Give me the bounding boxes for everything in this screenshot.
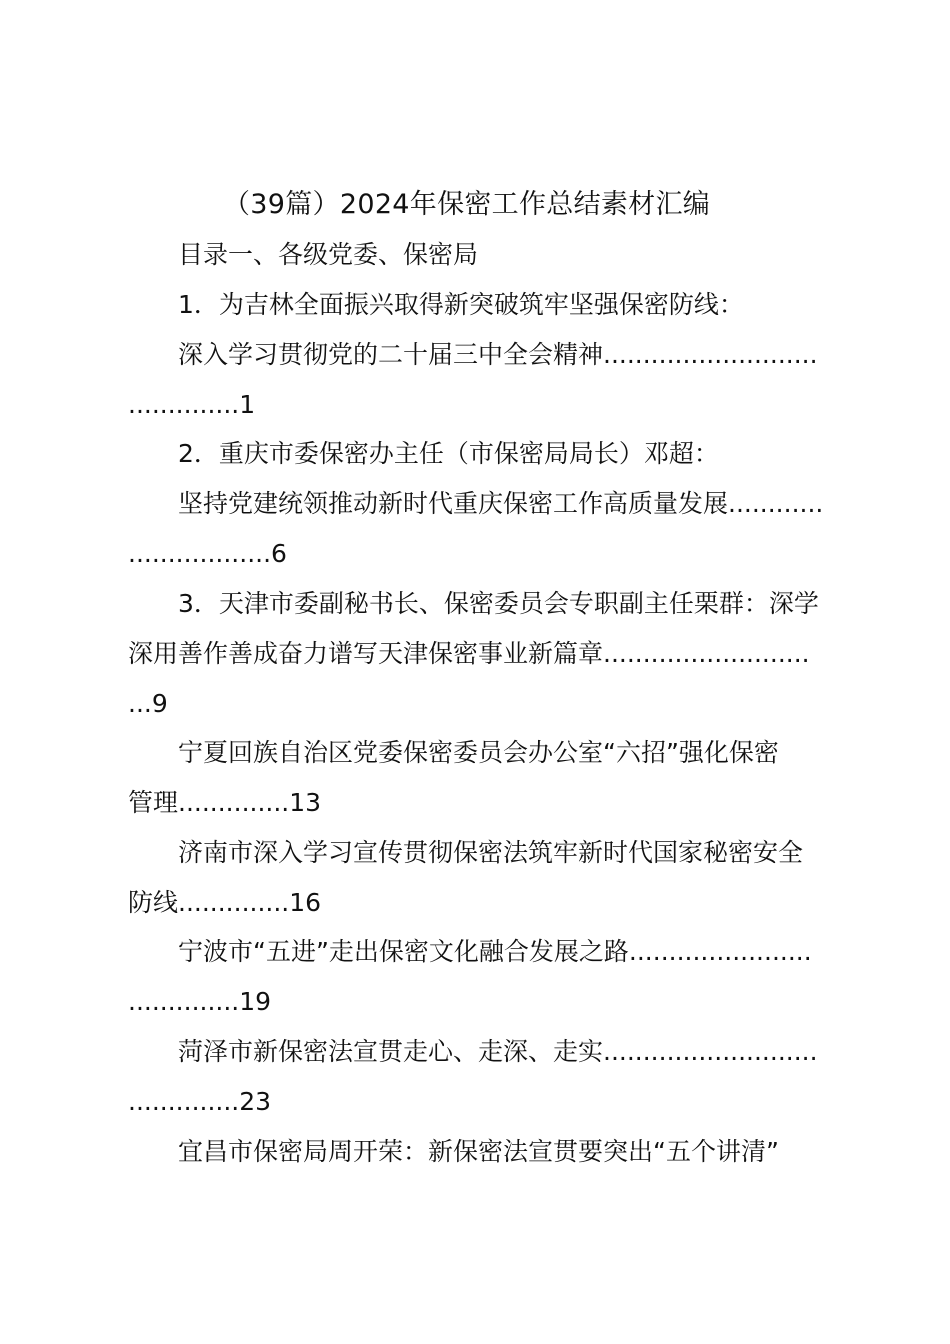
toc-entry-1-line1: 1．为吉林全面振兴取得新突破筑牢坚强保密防线： — [178, 290, 744, 319]
toc-entry-4-line1: 宁夏回族自治区党委保密委员会办公室“六招”强化保密 — [178, 738, 779, 767]
toc-entry-3-line2: 深用善作善成奋力谱写天津保密事业新篇章.......................... — [128, 639, 810, 668]
toc-entry-6-line1: 宁波市“五进”走出保密文化融合发展之路....................... — [178, 937, 812, 966]
toc-entry-5-line1: 济南市深入学习宣传贯彻保密法筑牢新时代国家秘密安全 — [178, 838, 804, 867]
toc-entry-5-line2: 防线..............16 — [128, 888, 322, 917]
toc-entry-3-line3: ...9 — [128, 689, 168, 718]
toc-entry-2-line2: 坚持党建统领推动新时代重庆保密工作高质量发展............ — [178, 489, 824, 518]
toc-entry-2-line3: ..................6 — [128, 539, 287, 568]
toc-entry-3-line1: 3．天津市委副秘书长、保密委员会专职副主任栗群：深学 — [178, 589, 819, 618]
toc-entry-4-line2: 管理..............13 — [128, 788, 322, 817]
toc-entry-7-line2: ..............23 — [128, 1087, 272, 1116]
toc-entry-2-line1: 2．重庆市委保密办主任（市保密局局长）邓超： — [178, 439, 719, 468]
toc-entry-7-line1: 菏泽市新保密法宣贯走心、走深、走实........................... — [178, 1037, 818, 1066]
document-title: （39篇）2024年保密工作总结素材汇编 — [223, 189, 711, 220]
toc-entry-1-line2: 深入学习贯彻党的二十届三中全会精神........................... — [178, 340, 818, 369]
toc-heading: 目录一、各级党委、保密局 — [178, 240, 479, 269]
toc-entry-8-line1: 宜昌市保密局周开荣：新保密法宣贯要突出“五个讲清” — [178, 1137, 779, 1166]
toc-entry-1-line3: ..............1 — [128, 390, 256, 419]
toc-entry-6-line2: ..............19 — [128, 987, 272, 1016]
